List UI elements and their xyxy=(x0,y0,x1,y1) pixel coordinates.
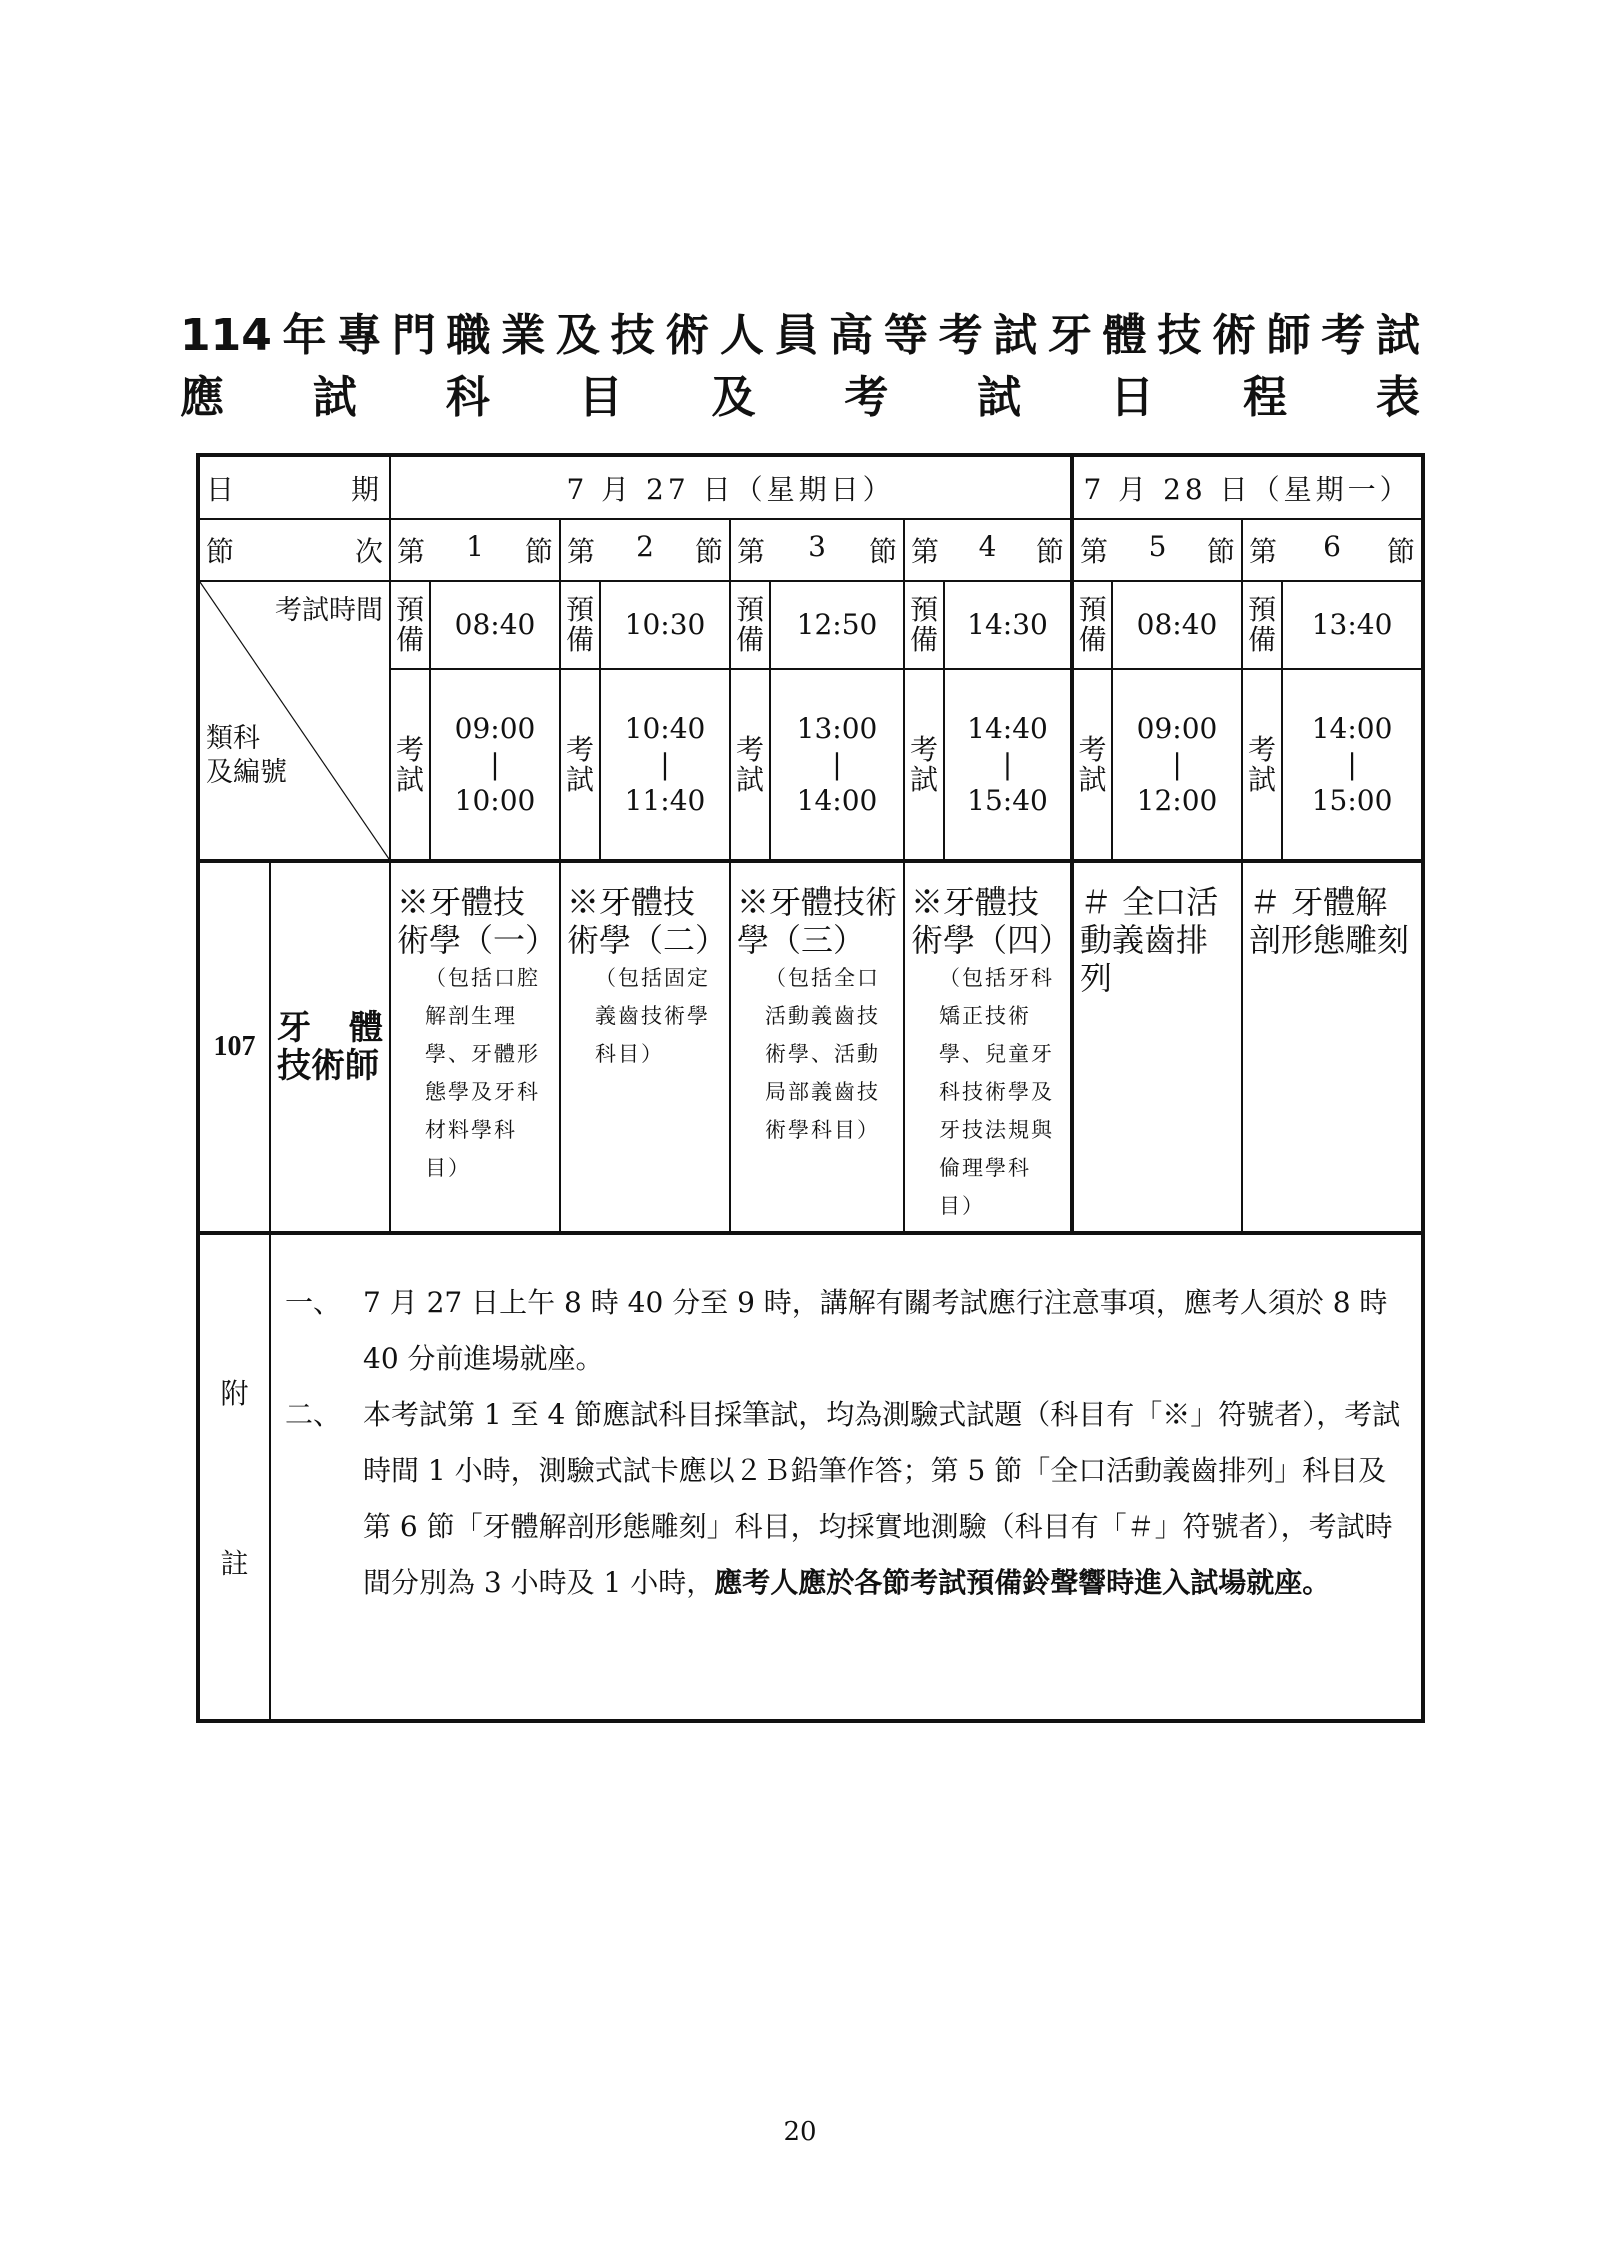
notes-content xyxy=(270,1233,1423,1721)
title-char: 術 xyxy=(1211,310,1256,361)
title-char: 114 xyxy=(180,310,272,361)
subject-session-4 xyxy=(904,861,1072,1233)
exam-label: 考試 xyxy=(560,669,600,861)
title-char: 職 xyxy=(446,310,491,361)
title-char: 年 xyxy=(282,310,327,361)
subject-note: （包括固定義齒技術學科目） xyxy=(595,966,710,1066)
title-char: 日 xyxy=(1110,372,1155,423)
title-char: 及 xyxy=(711,372,756,423)
prep-time-4: 14:30 xyxy=(944,581,1072,669)
title-char: 術 xyxy=(665,310,710,361)
day2-header: 7 月 28 日（星期一） xyxy=(1072,455,1423,519)
session-label-cell xyxy=(198,519,390,581)
prep-time-2: 10:30 xyxy=(600,581,730,669)
date-label-right: 期 xyxy=(350,472,383,506)
prep-label: 預備 xyxy=(1072,581,1112,669)
notes-label: 附 註 xyxy=(198,1233,270,1721)
session-3: 第 3 節 xyxy=(730,519,904,581)
category-label-line2: 及編號 xyxy=(206,757,287,788)
exam-time-5: 09:00 | 12:00 xyxy=(1112,669,1242,861)
prep-label: 預備 xyxy=(560,581,600,669)
subject-session-5 xyxy=(1072,861,1242,1233)
exam-label: 考試 xyxy=(904,669,944,861)
exam-label: 考試 xyxy=(730,669,770,861)
document-title xyxy=(180,305,1420,429)
title-char: 員 xyxy=(774,310,819,361)
title-char: 技 xyxy=(610,310,655,361)
diagonal-header-cell xyxy=(198,581,390,861)
prep-label: 預備 xyxy=(730,581,770,669)
subject-title: ※牙體技術學（一） xyxy=(397,883,558,959)
session-1: 第 1 節 xyxy=(390,519,560,581)
prep-label: 預備 xyxy=(390,581,430,669)
note-item-2: 二、 本考試第 1 至 4 節應試科目採筆試，均為測驗式試題（科目有「※」符號者），考試時間 1 小時，測驗式試卡應以２Ｂ鉛筆作答；第 5 節「全口活動義齒排列」科目及第 6 節「牙體解剖形態雕刻」科目，均採實地測驗（科目有「＃」符號者），考試時間分別為 3 小時及 1 小時，應考人應於各節考試預備鈴聲響時進入試場就座。 xyxy=(285,1398,1401,1599)
title-char: 技 xyxy=(1157,310,1202,361)
schedule-table xyxy=(196,453,1425,1723)
exam-time-4: 14:40 | 15:40 xyxy=(944,669,1072,861)
category-code: 107 xyxy=(198,861,270,1233)
title-char: 人 xyxy=(719,310,764,361)
session-2: 第 2 節 xyxy=(560,519,730,581)
subject-session-3 xyxy=(730,861,904,1233)
day1-header: 7 月 27 日（星期日） xyxy=(390,455,1072,519)
note-bold-text: 應考人應於各節考試預備鈴聲響時進入試場就座。 xyxy=(714,1566,1331,1599)
title-char: 師 xyxy=(1266,310,1311,361)
exam-label: 考試 xyxy=(1072,669,1112,861)
subject-session-2 xyxy=(560,861,730,1233)
subject-session-1 xyxy=(390,861,560,1233)
title-char: 試 xyxy=(1375,310,1420,361)
title-char: 目 xyxy=(578,372,623,423)
subject-title: ※牙體技術學（三） xyxy=(737,883,898,959)
title-char: 應 xyxy=(180,372,224,423)
title-char: 體 xyxy=(1102,310,1147,361)
title-char: 考 xyxy=(1321,310,1366,361)
title-char: 業 xyxy=(501,310,546,361)
subject-title: ＃ 全口活動義齒排列 xyxy=(1080,883,1219,997)
title-char: 高 xyxy=(829,310,874,361)
page-number: 20 xyxy=(783,2117,817,2147)
title-char: 等 xyxy=(883,310,928,361)
subject-title: ＃ 牙體解剖形態雕刻 xyxy=(1249,883,1410,959)
subject-note: （包括全口活動義齒技術學、活動局部義齒技術學科目） xyxy=(765,966,880,1142)
session-label-left: 節 xyxy=(206,535,235,568)
title-line-1 xyxy=(180,305,1420,367)
session-label-right: 次 xyxy=(354,535,383,568)
prep-time-1: 08:40 xyxy=(430,581,560,669)
session-6: 第 6 節 xyxy=(1242,519,1423,581)
title-char: 試 xyxy=(993,310,1038,361)
subject-title: ※牙體技術學（二） xyxy=(567,883,728,959)
prep-time-5: 08:40 xyxy=(1112,581,1242,669)
title-char: 及 xyxy=(555,310,600,361)
title-char: 程 xyxy=(1243,372,1287,423)
session-4: 第 4 節 xyxy=(904,519,1072,581)
title-char: 專 xyxy=(337,310,382,361)
prep-label: 預備 xyxy=(1242,581,1282,669)
subject-note: （包括牙科矯正技術學、兒童牙科技術學及牙技法規與倫理學科目） xyxy=(939,966,1054,1218)
exam-label: 考試 xyxy=(390,669,430,861)
exam-time-1: 09:00 | 10:00 xyxy=(430,669,560,861)
subject-note: （包括口腔解剖生理學、牙體形態學及牙科材料學科目） xyxy=(425,966,540,1180)
note-item-1: 一、 7 月 27 日上午 8 時 40 分至 9 時，講解有關考試應行注意事項，應考人須於 8 時 40 分前進場就座。 xyxy=(285,1286,1388,1375)
prep-time-6: 13:40 xyxy=(1282,581,1423,669)
subject-session-6 xyxy=(1242,861,1423,1233)
title-char: 試 xyxy=(977,372,1022,423)
category-label-line1: 類科 xyxy=(206,723,260,754)
subject-title: ※牙體技術學（四） xyxy=(911,883,1072,959)
title-char: 考 xyxy=(844,372,889,423)
exam-time-2: 10:40 | 11:40 xyxy=(600,669,730,861)
exam-time-label: 考試時間 xyxy=(275,595,383,626)
exam-time-3: 13:00 | 14:00 xyxy=(770,669,904,861)
exam-time-6: 14:00 | 15:00 xyxy=(1282,669,1423,861)
title-char: 門 xyxy=(391,310,436,361)
title-char: 試 xyxy=(312,372,357,423)
title-char: 牙 xyxy=(1047,310,1092,361)
title-line-2 xyxy=(180,367,1420,429)
title-char: 表 xyxy=(1375,372,1420,423)
category-name: 牙 體 技術師 xyxy=(270,861,390,1233)
date-label-cell xyxy=(198,455,390,519)
title-char: 科 xyxy=(445,372,490,423)
exam-label: 考試 xyxy=(1242,669,1282,861)
category-label xyxy=(206,722,287,790)
session-5: 第 5 節 xyxy=(1072,519,1242,581)
date-label-left: 日 xyxy=(206,472,239,506)
title-char: 考 xyxy=(938,310,983,361)
prep-time-3: 12:50 xyxy=(770,581,904,669)
prep-label: 預備 xyxy=(904,581,944,669)
